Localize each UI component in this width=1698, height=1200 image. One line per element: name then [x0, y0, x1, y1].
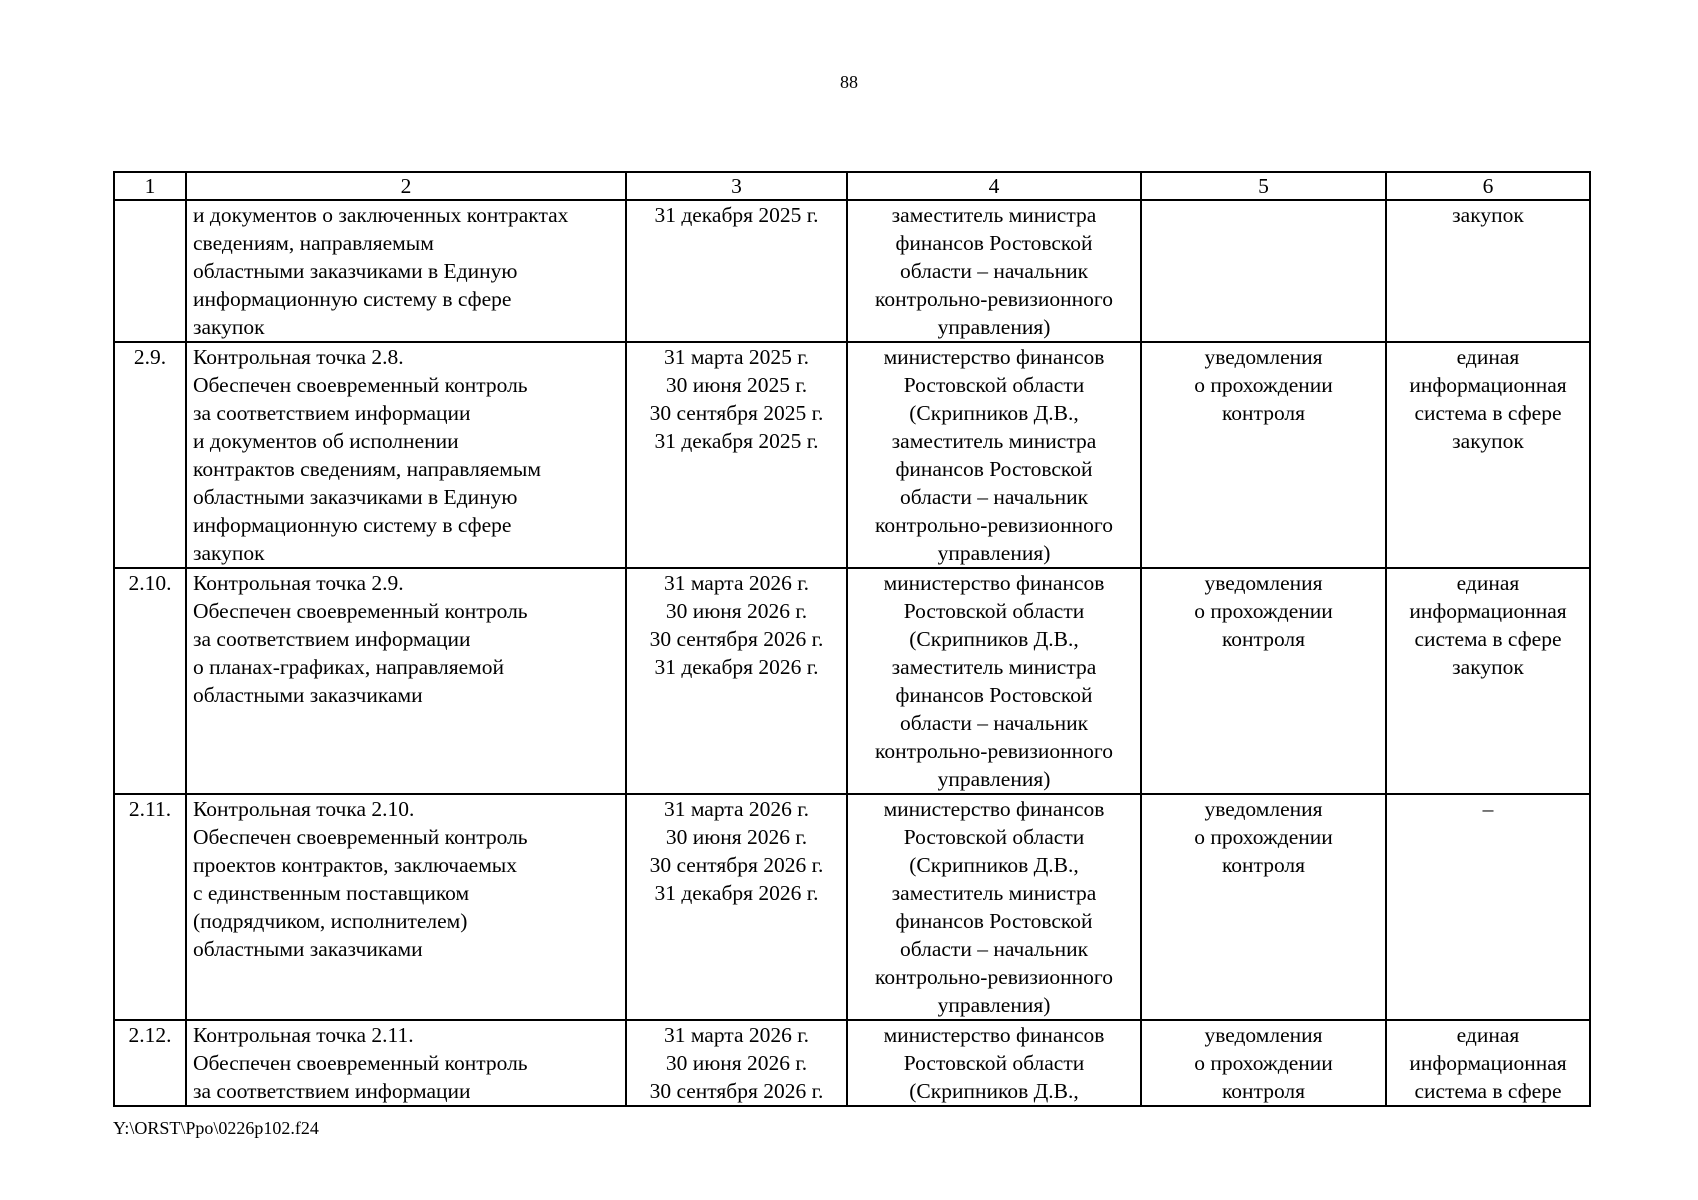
system-cell: закупок	[1386, 200, 1590, 342]
table-row	[114, 200, 1590, 342]
system-cell: –	[1386, 794, 1590, 1020]
measures-table	[113, 171, 1591, 1107]
table-header-row	[114, 172, 1590, 200]
column-header: 2	[186, 172, 626, 200]
table-row	[114, 342, 1590, 568]
dates-cell: 31 декабря 2025 г.	[626, 200, 847, 342]
system-cell: единая информационная система в сфере закупок	[1386, 568, 1590, 794]
file-path: Y:\ORST\Ppo\0226p102.f24	[113, 1118, 319, 1138]
result-cell: уведомления о прохождении контроля	[1141, 342, 1386, 568]
table-row	[114, 794, 1590, 1020]
system-cell: единая информационная система в сфере закупок	[1386, 342, 1590, 568]
column-header: 4	[847, 172, 1141, 200]
page-number: 88	[840, 72, 858, 92]
table-row	[114, 1020, 1590, 1106]
description-cell: Контрольная точка 2.11. Обеспечен своевременный контроль за соответствием информации	[186, 1020, 626, 1106]
dates-cell: 31 марта 2025 г. 30 июня 2025 г. 30 сентября 2025 г. 31 декабря 2025 г.	[626, 342, 847, 568]
responsible-cell: министерство финансов Ростовской области (Скрипников Д.В., заместитель министра финансов Ростовской области – начальник контрольно-ревизионного управления)	[847, 794, 1141, 1020]
column-header: 6	[1386, 172, 1590, 200]
responsible-cell: министерство финансов Ростовской области (Скрипников Д.В., заместитель министра финансов Ростовской области – начальник контрольно-ревизионного управления)	[847, 568, 1141, 794]
description-cell: Контрольная точка 2.10. Обеспечен своевременный контроль проектов контрактов, заключаемых с единственным поставщиком (подрядчиком, исполнителем) областными заказчиками	[186, 794, 626, 1020]
row-number-cell	[114, 200, 186, 342]
result-cell: уведомления о прохождении контроля	[1141, 794, 1386, 1020]
dates-cell: 31 марта 2026 г. 30 июня 2026 г. 30 сентября 2026 г. 31 декабря 2026 г.	[626, 568, 847, 794]
result-cell: уведомления о прохождении контроля	[1141, 568, 1386, 794]
row-number-cell: 2.12.	[114, 1020, 186, 1106]
dates-cell: 31 марта 2026 г. 30 июня 2026 г. 30 сентября 2026 г.	[626, 1020, 847, 1106]
responsible-cell: министерство финансов Ростовской области (Скрипников Д.В.,	[847, 1020, 1141, 1106]
result-cell	[1141, 200, 1386, 342]
result-cell: уведомления о прохождении контроля	[1141, 1020, 1386, 1106]
column-header: 3	[626, 172, 847, 200]
description-cell: и документов о заключенных контрактах сведениям, направляемым областными заказчиками в Единую информационную систему в сфере закупок	[186, 200, 626, 342]
row-number-cell: 2.9.	[114, 342, 186, 568]
description-cell: Контрольная точка 2.9. Обеспечен своевременный контроль за соответствием информации о планах-графиках, направляемой областными заказчиками	[186, 568, 626, 794]
dates-cell: 31 марта 2026 г. 30 июня 2026 г. 30 сентября 2026 г. 31 декабря 2026 г.	[626, 794, 847, 1020]
column-header: 5	[1141, 172, 1386, 200]
table-row	[114, 568, 1590, 794]
responsible-cell: министерство финансов Ростовской области (Скрипников Д.В., заместитель министра финансов Ростовской области – начальник контрольно-ревизионного управления)	[847, 342, 1141, 568]
column-header: 1	[114, 172, 186, 200]
row-number-cell: 2.10.	[114, 568, 186, 794]
responsible-cell: заместитель министра финансов Ростовской области – начальник контрольно-ревизионного управления)	[847, 200, 1141, 342]
description-cell: Контрольная точка 2.8. Обеспечен своевременный контроль за соответствием информации и документов об исполнении контрактов сведениям, направляемым областными заказчиками в Единую информационную систему в сфере закупок	[186, 342, 626, 568]
system-cell: единая информационная система в сфере	[1386, 1020, 1590, 1106]
row-number-cell: 2.11.	[114, 794, 186, 1020]
